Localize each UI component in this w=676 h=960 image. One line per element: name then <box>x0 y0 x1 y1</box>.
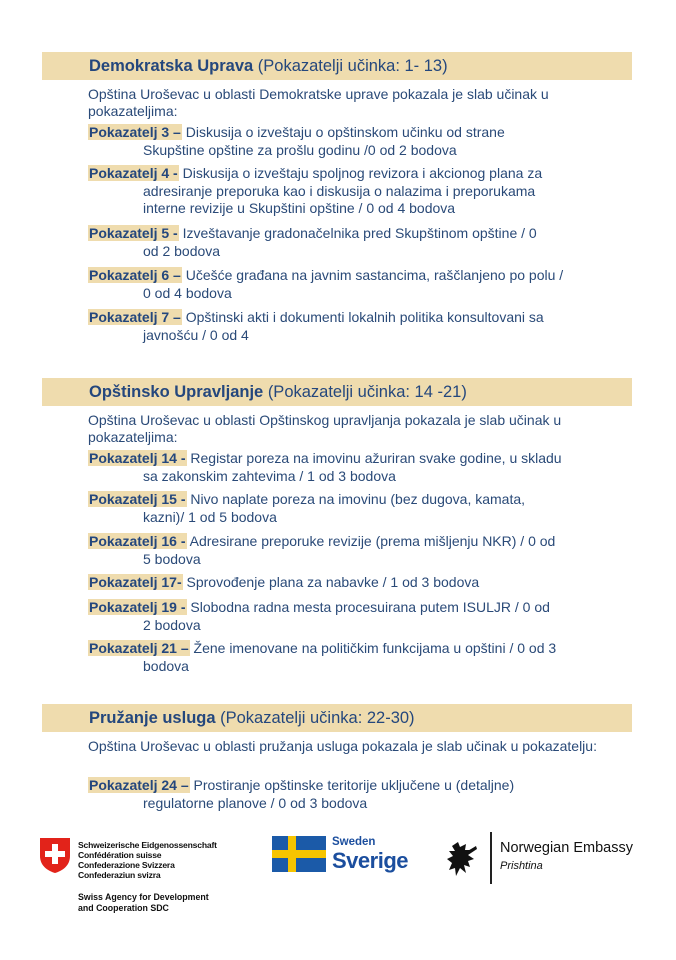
indicator-label: Pokazatelj 24 – <box>89 777 189 793</box>
indicator-item: Pokazatelj 24 – Prostiranje opštinske teritorije uključene u (detaljne) regulatorne planove / 0 od 3 bodova <box>89 777 515 811</box>
section-intro: Opština Uroševac u oblasti Opštinskog upravljanja pokazala je slab učinak u pokazateljima: <box>88 412 562 445</box>
indicator-item: Pokazatelj 21 – Žene imenovane na političkim funkcijama u opštini / 0 od 3 bodova <box>89 640 557 674</box>
indicator-label: Pokazatelj 21 – <box>89 640 189 656</box>
section-title: Pružanje usluga (Pokazatelji učinka: 22-30) <box>89 709 415 727</box>
indicator-item: Pokazatelj 17- Sprovođenje plana za nabavke / 1 od 3 bodova <box>89 574 480 590</box>
indicator-item: Pokazatelj 7 – Opštinski akti i dokumenti lokalnih politika konsultovani sa javnošću / 0 od 4 <box>89 309 544 343</box>
indicator-item: Pokazatelj 5 - Izveštavanje gradonačelnika pred Skupštinom opštine / 0 od 2 bodova <box>89 225 537 259</box>
indicator-item: Pokazatelj 16 - Adresirane preporuke revizije (prema mišljenju NKR) / 0 od 5 bodova <box>89 533 556 567</box>
sweden-label: Sweden <box>332 836 376 848</box>
indicator-item: Pokazatelj 4 - Diskusija o izveštaju spoljnog revizora i akcionog plana za adresiranje preporuka kao i diskusija o nalazima i preporukama interne revizije u Skupštini opštine / 0 od 4 bodova <box>89 165 543 216</box>
logo-divider <box>490 832 492 884</box>
sweden-flag-icon <box>272 836 326 872</box>
section-intro: Opština Uroševac u oblasti Demokratske uprave pokazala je slab učinak u pokazateljima: <box>88 86 549 119</box>
indicator-item: Pokazatelj 15 - Nivo naplate poreza na imovinu (bez dugova, kamata, kazni)/ 1 od 5 bodova <box>89 491 526 525</box>
section-title: Demokratska Uprava (Pokazatelji učinka: 1- 13) <box>89 57 448 75</box>
section-title: Opštinsko Upravljanje (Pokazatelji učinka: 14 -21) <box>89 383 467 401</box>
indicator-label: Pokazatelj 14 - <box>89 450 186 466</box>
indicator-item: Pokazatelj 14 - Registar poreza na imovinu ažuriran svake godine, u skladu sa zakonskim zahtevima / 1 od 3 bodova <box>89 450 562 484</box>
indicator-label: Pokazatelj 17- <box>89 574 182 590</box>
indicator-item: Pokazatelj 19 - Slobodna radna mesta procesuirana putem ISULJR / 0 od 2 bodova <box>89 599 550 633</box>
section-intro: Opština Uroševac u oblasti pružanja usluga pokazala je slab učinak u pokazatelju: <box>88 738 597 754</box>
indicator-label: Pokazatelj 6 – <box>89 267 181 283</box>
indicator-label: Pokazatelj 7 – <box>89 309 181 325</box>
indicator-label: Pokazatelj 15 - <box>89 491 186 507</box>
sdc-text: Swiss Agency for Development and Cooperation SDC <box>78 892 209 913</box>
indicator-label: Pokazatelj 4 - <box>89 165 178 181</box>
lion-crest-icon <box>446 840 478 878</box>
indicator-item: Pokazatelj 6 – Učešće građana na javnim sastancima, raščlanjeno po polu / 0 od 4 bodova <box>89 267 564 301</box>
indicator-label: Pokazatelj 19 - <box>89 599 186 615</box>
embassy-name: Norwegian Embassy <box>500 840 633 856</box>
indicator-label: Pokazatelj 3 – <box>89 124 181 140</box>
sverige-label: Sverige <box>332 848 408 873</box>
indicator-label: Pokazatelj 16 - <box>89 533 186 549</box>
swiss-flag-icon <box>38 836 72 874</box>
indicator-item: Pokazatelj 3 – Diskusija o izveštaju o opštinskom učinku od strane Skupštine opštine za prošlu godinu /0 od 2 bodova <box>89 124 505 158</box>
swiss-confederation-text: Schweizerische Eidgenossenschaft Confédération suisse Confederazione Svizzera Confederaziun svizra <box>78 840 217 880</box>
embassy-city: Prishtina <box>500 860 543 872</box>
indicator-label: Pokazatelj 5 - <box>89 225 178 241</box>
